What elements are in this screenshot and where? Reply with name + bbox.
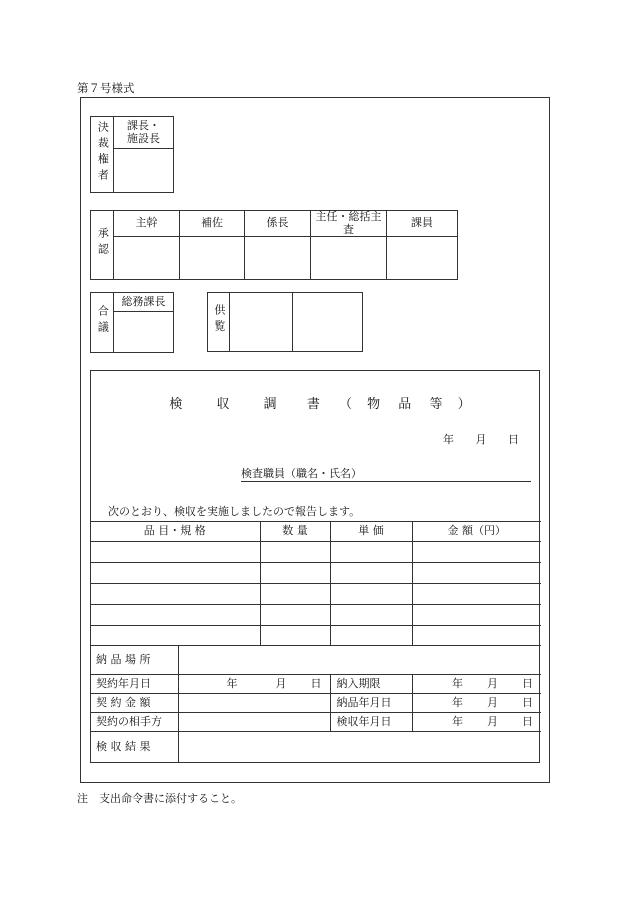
header-unit-price: 単 価	[330, 522, 412, 542]
delivery-deadline-field[interactable]: 年 月 日	[412, 675, 541, 694]
section-chief-label: 課長・ 施設長	[114, 117, 174, 149]
consultation-seal-cell[interactable]	[114, 312, 174, 353]
header-amount: 金 額（円）	[412, 522, 541, 542]
date-year: 年	[443, 433, 454, 446]
table-row	[90, 626, 541, 646]
delivery-date-field[interactable]: 年 月 日	[412, 694, 541, 713]
table-row	[90, 605, 541, 626]
date-day: 日	[508, 433, 519, 446]
contract-amount-field[interactable]	[178, 694, 330, 713]
table-row	[90, 563, 541, 584]
inspection-result-field[interactable]	[178, 732, 541, 763]
approval-col-assistant: 補佐	[180, 211, 245, 237]
approval-col-senior-staff: 主任・総括主査	[311, 211, 387, 237]
circulation-header: 供覧	[208, 293, 230, 352]
approval-seal-cell[interactable]	[180, 237, 245, 280]
consultation-header: 合議	[91, 293, 114, 353]
form-number-label: 第７号様式	[77, 81, 135, 95]
counterparty-label: 契約の相手方	[90, 713, 178, 732]
approval-seal-cell[interactable]	[311, 237, 387, 280]
footnote: 注 支出命令書に添付すること。	[77, 792, 242, 805]
counterparty-field[interactable]	[178, 713, 330, 732]
section-chief-seal-cell[interactable]	[114, 149, 174, 193]
inspection-result-label: 検 収 結 果	[90, 732, 178, 763]
contract-date-field[interactable]: 年 月 日	[178, 675, 330, 694]
inspector-field[interactable]	[241, 465, 531, 482]
header-item-spec: 品 目・規 格	[90, 522, 260, 542]
approval-header: 承認	[91, 211, 114, 280]
approval-seal-cell[interactable]	[387, 237, 458, 280]
report-date	[425, 431, 519, 447]
approval-seal-cell[interactable]	[114, 237, 180, 280]
approval-seal-cell[interactable]	[245, 237, 311, 280]
header-quantity: 数 量	[260, 522, 330, 542]
general-affairs-chief-label: 総務課長	[114, 293, 174, 312]
delivery-place-field[interactable]	[178, 646, 541, 675]
delivery-place-label: 納 品 場 所	[90, 646, 178, 675]
circulation-seal-cell[interactable]	[293, 293, 363, 352]
decision-authority-header: 決裁権者	[91, 117, 114, 193]
circulation-box	[207, 292, 363, 352]
table-row	[90, 542, 541, 563]
info-table	[90, 645, 541, 763]
approval-box	[90, 210, 458, 280]
contract-amount-label: 契 約 金 額	[90, 694, 178, 713]
consultation-box	[90, 292, 174, 353]
approval-col-section-head: 係長	[245, 211, 311, 237]
inspection-date-label: 検収年月日	[330, 713, 412, 732]
approval-col-chief: 主幹	[114, 211, 180, 237]
decision-authority-box	[90, 116, 174, 193]
delivery-date-label: 納品年月日	[330, 694, 412, 713]
contract-date-label: 契約年月日	[90, 675, 178, 694]
report-statement: 次のとおり、検収を実施しましたので報告します。	[108, 505, 361, 518]
date-month: 月	[475, 433, 487, 446]
report-title: 検 収 調 書 （ 物 品 等 ）	[169, 397, 472, 412]
table-row	[90, 584, 541, 605]
circulation-seal-cell[interactable]	[230, 293, 293, 352]
items-table	[90, 521, 541, 646]
approval-col-staff: 課員	[387, 211, 458, 237]
inspection-report	[90, 370, 540, 763]
inspection-date-field[interactable]: 年 月 日	[412, 713, 541, 732]
delivery-deadline-label: 納入期限	[330, 675, 412, 694]
inspector-label: 検査職員（職名・氏名）	[241, 467, 362, 480]
